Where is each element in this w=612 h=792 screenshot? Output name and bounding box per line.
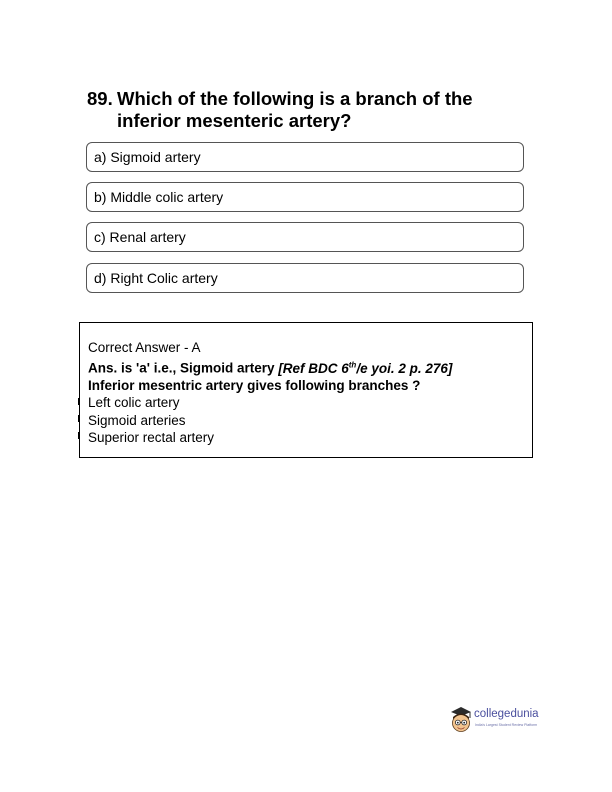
logo-tagline: India's Largest Student Review Platform (475, 723, 538, 727)
correct-answer: Correct Answer - A (88, 340, 201, 355)
branch-item: Left colic artery (88, 395, 180, 411)
answer-box (79, 322, 533, 458)
bullet-mark (78, 415, 79, 422)
branch-item: Superior rectal artery (88, 429, 215, 445)
logo-wordmark: collegedunia (474, 708, 539, 720)
reference-start: [Ref BDC 6 (278, 360, 349, 376)
branch-item: Sigmoid arteries (88, 412, 186, 428)
question-text: Which of the following is a branch of the inferior mesenteric artery? (117, 88, 473, 131)
option-c[interactable]: c) Renal artery (86, 222, 524, 252)
reference-superscript: th (348, 360, 357, 370)
bullet-mark (78, 432, 79, 439)
question-number: 89. (87, 88, 113, 109)
answer-content (88, 339, 452, 446)
option-a[interactable]: a) Sigmoid artery (86, 142, 524, 172)
answer-explanation (88, 356, 452, 377)
option-b[interactable]: b) Middle colic artery (86, 182, 524, 212)
mascot-icon (449, 702, 473, 736)
reference-end: /e yoi. 2 p. 276] (356, 360, 453, 376)
bullet-mark (78, 398, 79, 405)
option-d[interactable]: d) Right Colic artery (86, 263, 524, 293)
collegedunia-logo (449, 702, 545, 736)
answer-prefix: Ans. is 'a' i.e., Sigmoid artery (88, 360, 279, 376)
answer-reference (278, 361, 452, 376)
branches-intro: Inferior mesentric artery gives following branches ? (88, 378, 421, 394)
